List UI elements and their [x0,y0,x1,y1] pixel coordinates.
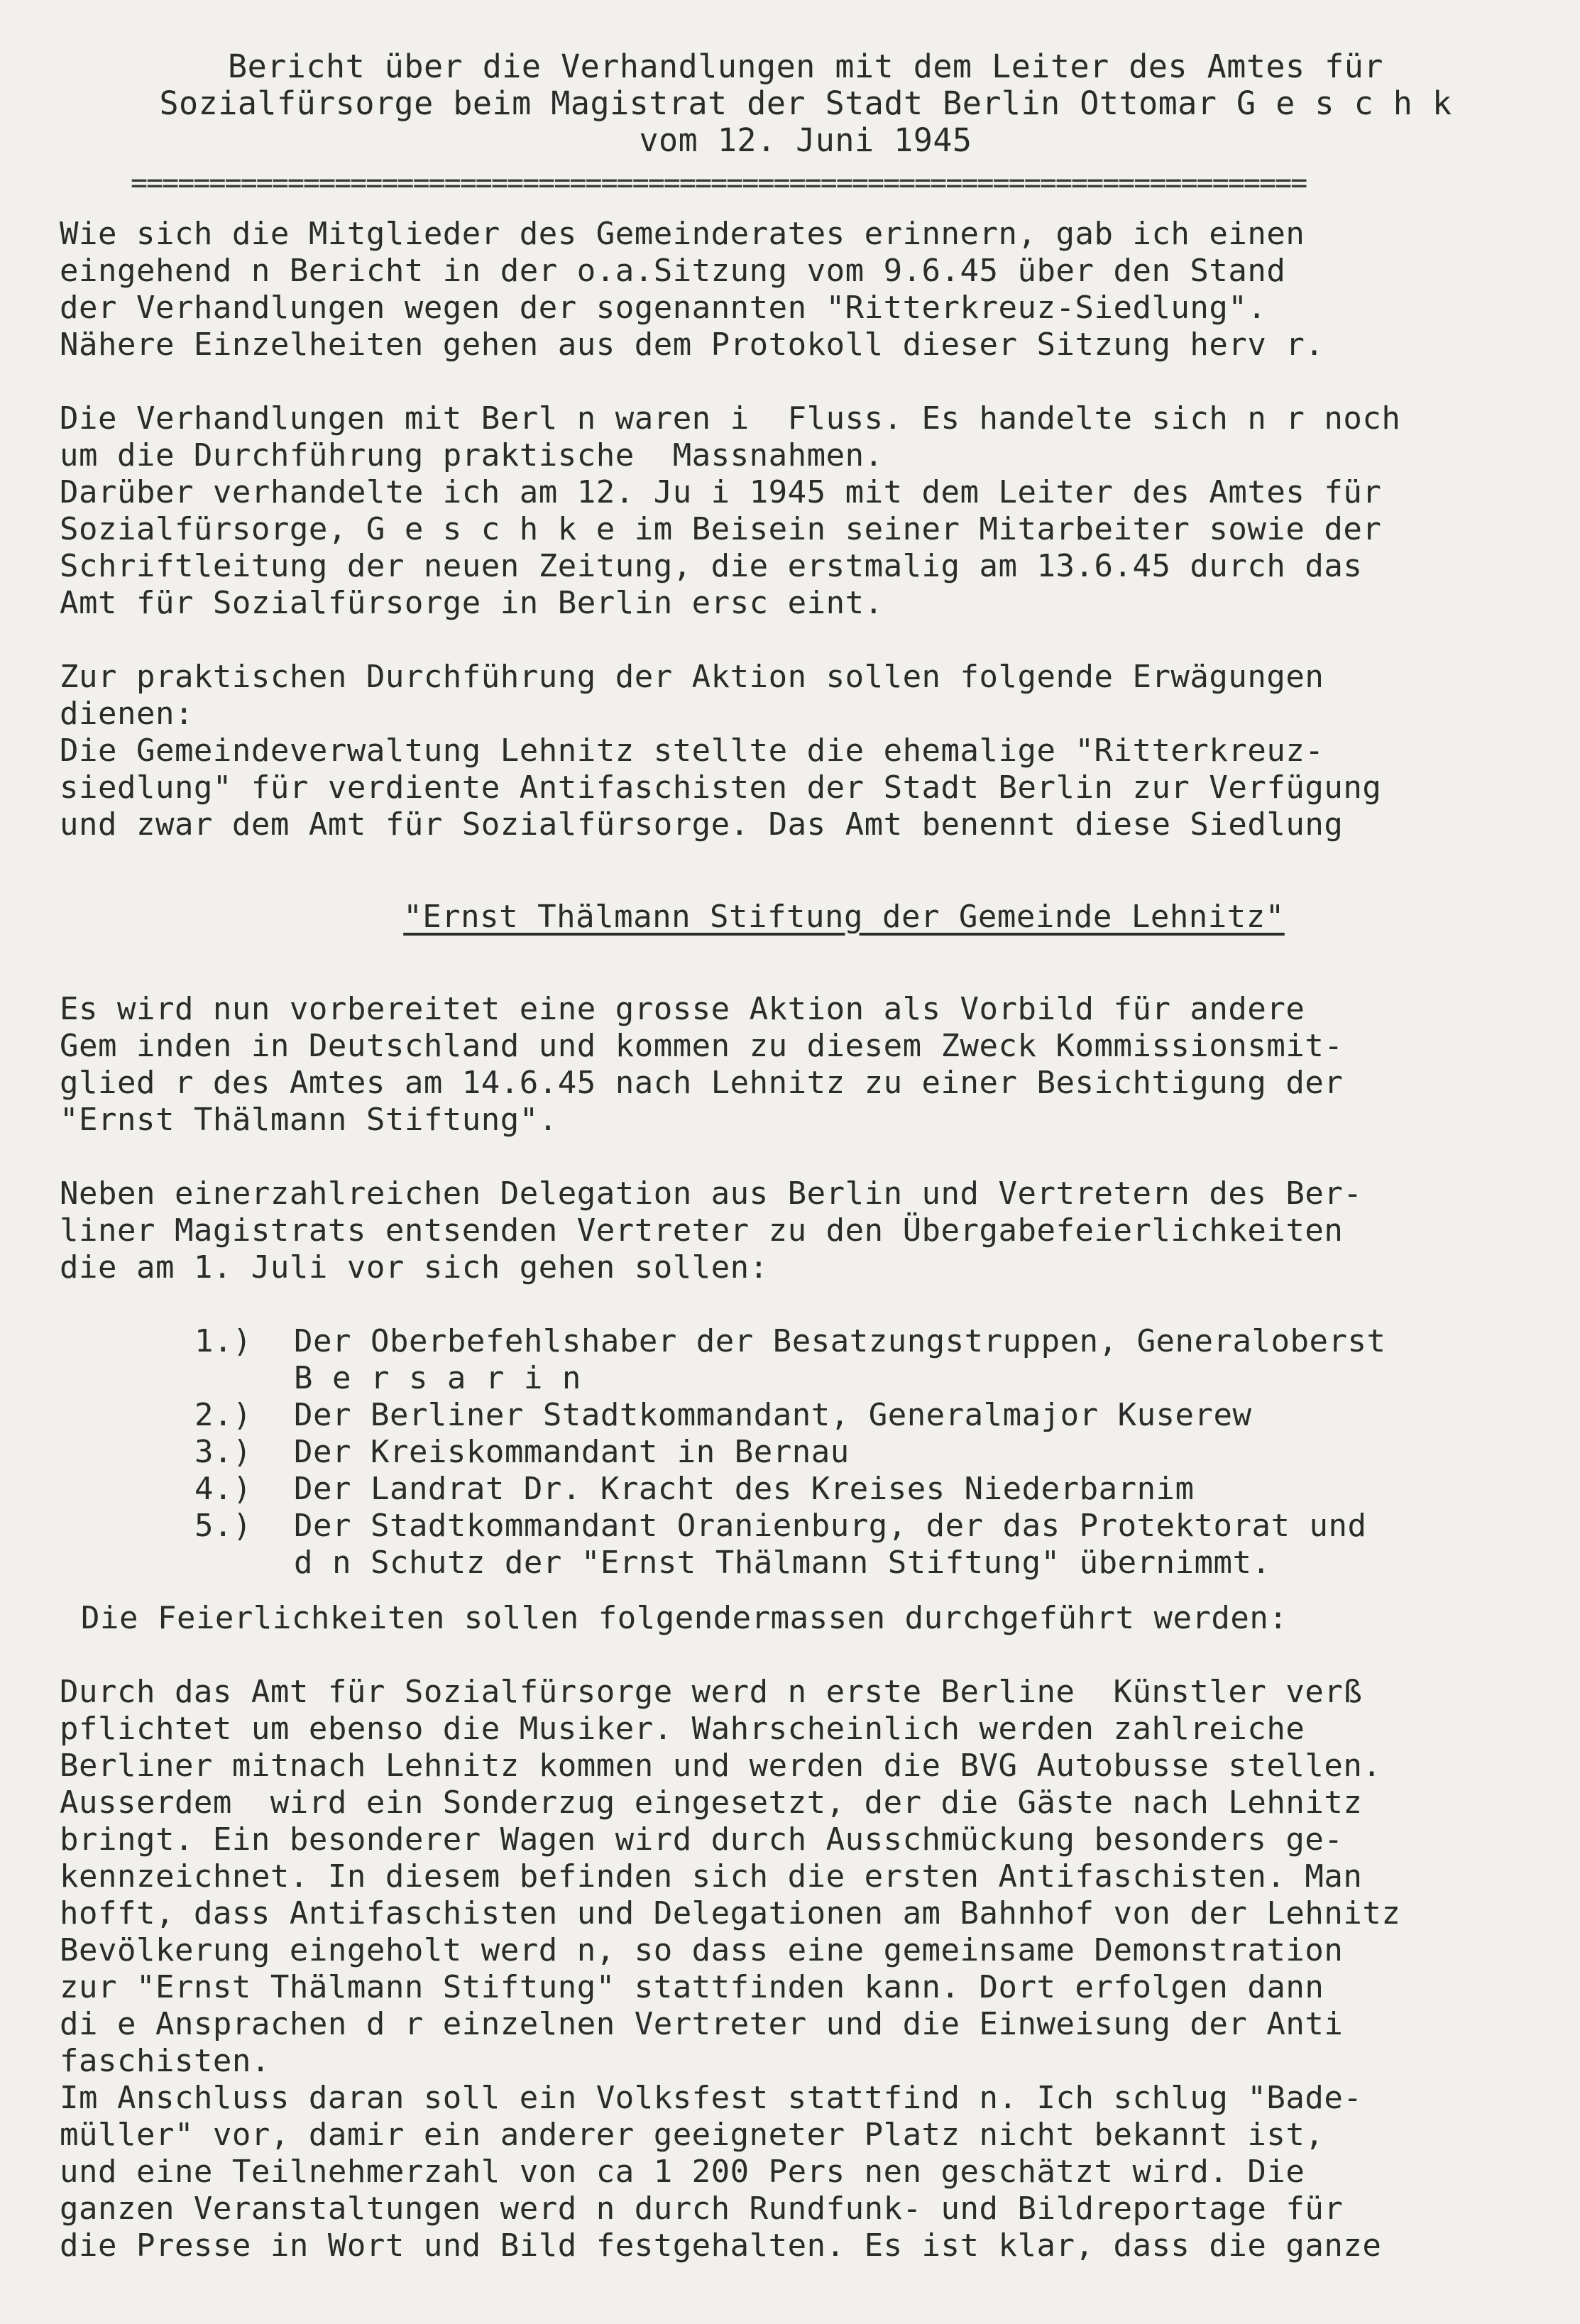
list-item-text: d n Schutz der "Ernst Thälmann Stiftung" übernimmt. [294,1545,1271,1581]
text-line: kennzeichnet. In diesem befinden sich die ersten Antifaschisten. Man [60,1858,1363,1895]
paragraph-ceremony [60,1674,1552,2264]
text-line: Amt für Sozialfürsorge in Berlin ersc eint. [60,585,884,621]
list-item-text: B e r s a r i n [294,1360,581,1396]
document-header [60,48,1552,197]
text-line: ganzen Veranstaltungen werd n durch Rundfunk- und Bildreportage für [60,2191,1344,2227]
text-line: di e Ansprachen d r einzelnen Vertreter und die Einweisung der Anti [60,2006,1344,2042]
header-line: vom 12. Juni 1945 [639,121,972,159]
text-line: faschisten. [60,2043,270,2079]
list-item-number: 2.) [194,1397,252,1433]
text-line: die am 1. Juli vor sich gehen sollen: [60,1249,769,1286]
text-line: und zwar dem Amt für Sozialfürsorge. Das Amt benennt diese Siedlung [60,806,1344,843]
text-line: der Verhandlungen wegen der sogenannten "Ritterkreuz-Siedlung". [60,290,1267,326]
text-line: Schriftleitung der neuen Zeitung, die erstmalig am 13.6.45 durch das [60,548,1363,584]
text-line: pflichtet um ebenso die Musiker. Wahrscheinlich werden zahlreiche [60,1711,1305,1747]
header-line: Sozialfürsorge beim Magistrat der Stadt Berlin Ottomar G e s c h k [159,84,1452,122]
text-line: um die Durchführung praktische Massnahmen. [60,437,884,473]
text-line: "Ernst Thälmann Stiftung". [60,1102,558,1138]
delegates-list [194,1323,1552,1582]
text-line: glied r des Amtes am 14.6.45 nach Lehnitz zu einer Besichtigung der [60,1065,1344,1101]
text-line: Ausserdem wird ein Sonderzug eingesetzt, der die Gäste nach Lehnitz [60,1785,1363,1821]
text-line: dienen: [60,696,194,732]
list-item-number: 3.) [194,1434,252,1470]
ceremony-intro: Die Feierlichkeiten sollen folgendermassen durchgeführt werden: [81,1600,1288,1636]
text-line: bringt. Ein besonderer Wagen wird durch Ausschmückung besonders ge- [60,1821,1344,1858]
text-line: Zur praktischen Durchführung der Aktion sollen folgende Erwägungen [60,659,1324,695]
text-line: siedlung" für verdiente Antifaschisten der Stadt Berlin zur Verfügung [60,769,1382,806]
text-line: Berliner mitnach Lehnitz kommen und werden die BVG Autobusse stellen. [60,1748,1382,1784]
list-item-number: 1.) [194,1323,252,1359]
text-line: Sozialfürsorge, G e s c h k e im Beisein seiner Mitarbeiter sowie der [60,511,1382,547]
paragraph-action [60,991,1552,1139]
foundation-title-text: "Ernst Thälmann Stiftung der Gemeinde Lehnitz" [403,899,1285,935]
text-line: Bevölkerung eingeholt werd n, so dass eine gemeinsame Demonstration [60,1932,1344,1968]
text-line: Gem inden in Deutschland und kommen zu diesem Zweck Kommissionsmit- [60,1028,1344,1064]
list-item-number: 5.) [194,1508,252,1544]
list-item-number: 4.) [194,1471,252,1507]
text-line: zur "Ernst Thälmann Stiftung" stattfinden kann. Dort erfolgen dann [60,1969,1324,2005]
text-line: Neben einerzahlreichen Delegation aus Berlin und Vertretern des Ber- [60,1175,1363,1212]
text-line: die Presse in Wort und Bild festgehalten. Es ist klar, dass die ganze [60,2227,1382,2264]
text-line: liner Magistrats entsenden Vertreter zu den Übergabefeierlichkeiten [60,1212,1344,1249]
list-item [194,1397,1552,1434]
text-line: Die Gemeindeverwaltung Lehnitz stellte die ehemalige "Ritterkreuz- [60,733,1324,769]
paragraph-intro [60,216,1552,363]
list-item-text: Der Berliner Stadtkommandant, Generalmajor Kuserew [294,1397,1252,1433]
foundation-title [60,862,1552,972]
paragraph-delegation [60,1175,1552,1286]
list-item [194,1434,1552,1471]
list-item-text: Der Oberbefehlshaber der Besatzungstruppen, Generaloberst [294,1323,1386,1359]
list-item [194,1471,1552,1508]
header-line: Bericht über die Verhandlungen mit dem Leiter des Amtes für [228,48,1383,85]
paragraph-negotiations [60,400,1552,622]
text-line: Durch das Amt für Sozialfürsorge werd n erste Berline Künstler verß [60,1674,1363,1710]
text-line: Nähere Einzelheiten gehen aus dem Protokoll dieser Sitzung herv r. [60,327,1324,363]
list-item-text: Der Kreiskommandant in Bernau [294,1434,850,1470]
paragraph-considerations [60,659,1552,843]
text-line: hofft, dass Antifaschisten und Delegationen am Bahnhof von der Lehnitz [60,1895,1401,1931]
text-line: Im Anschluss daran soll ein Volksfest stattfind n. Ich schlug "Bade- [60,2080,1363,2116]
list-item-text: Der Stadtkommandant Oranienburg, der das Protektorat und [294,1508,1367,1544]
header-divider: =========================================================================== [131,169,1307,197]
list-item [194,1508,1552,1582]
text-line: Die Verhandlungen mit Berl n waren i Fluss. Es handelte sich n r noch [60,400,1401,437]
list-item [194,1323,1552,1397]
text-line: Es wird nun vorbereitet eine grosse Aktion als Vorbild für andere [60,991,1305,1027]
list-item-text: Der Landrat Dr. Kracht des Kreises Niederbarnim [294,1471,1195,1507]
text-line: müller" vor, damir ein anderer geeigneter Platz nicht bekannt ist, [60,2117,1324,2153]
text-line: und eine Teilnehmerzahl von ca 1 200 Pers nen geschätzt wird. Die [60,2154,1305,2190]
text-line: Wie sich die Mitglieder des Gemeinderates erinnern, gab ich einen [60,216,1305,252]
text-line: Darüber verhandelte ich am 12. Ju i 1945 mit dem Leiter des Amtes für [60,474,1382,510]
text-line: eingehend n Bericht in der o.a.Sitzung vom 9.6.45 über den Stand [60,253,1286,289]
